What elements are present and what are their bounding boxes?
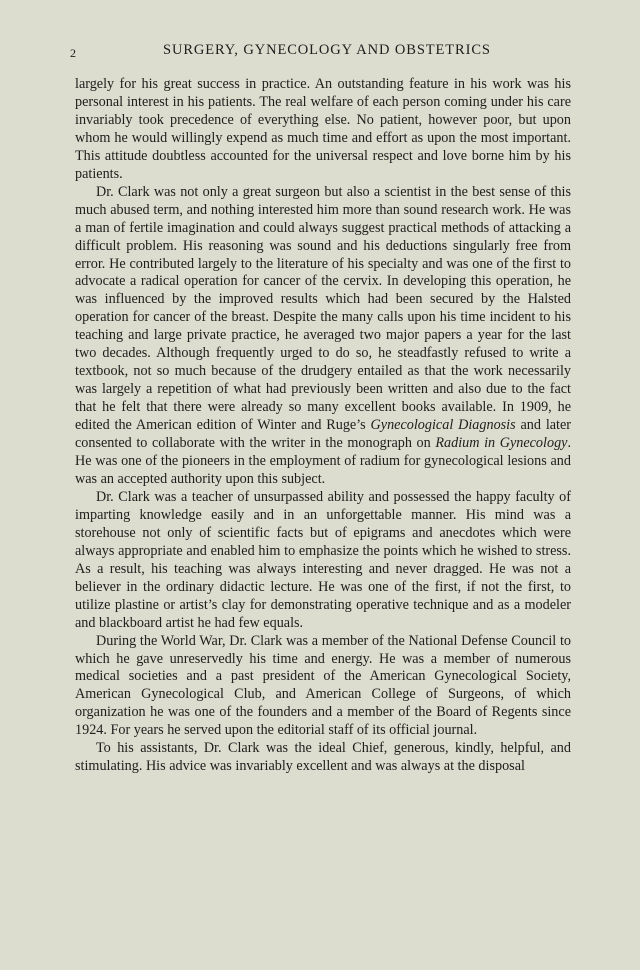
paragraph-text: and later consented to collaborate with the writer in the monograph on — [75, 417, 572, 452]
paragraph-research — [75, 184, 571, 489]
paragraph-teaching: Dr. Clark was a teacher of unsurpassed ability and possessed the happy faculty of imparting knowledge easily and in an unforgettable manner. His mind was a storehouse not only of scientific facts but of epigrams and anecdotes which were always appropriate and enabled him to emphasize the points which he wished to stress. As a result, his teaching was always interesting and never dragged. He was not a believer in the ordinary didactic lecture. He was one of the first, if not the first, to utilize plastine or artist’s clay for demonstrating operative technique and as a modeler and blackboard artist he had few equals. — [75, 488, 571, 631]
body-text — [75, 76, 571, 776]
paragraph-war-service: During the World War, Dr. Clark was a member of the National Defense Council to which he gave unreservedly his time and energy. He was a member of numerous medical societies and a past president of the American Gynecological Society, American Gynecological Club, and American College of Surgeons, of which organization he was one of the founders and a member of the Board of Regents since 1924. For years he served upon the editorial staff of its official journal. — [75, 632, 571, 739]
page-number: 2 — [70, 46, 76, 60]
page-header — [0, 42, 640, 62]
paragraph-continued: largely for his great success in practice. An outstanding feature in his work was his personal interest in his patients. The real welfare of each person coming under his care invariably took precedence of everything else. No patient, however poor, but upon whom he would willingly expend as much time and effort as upon the most important. This attitude doubtless accounted for the universal respect and love borne him by his patients. — [75, 76, 571, 182]
running-head: SURGERY, GYNECOLOGY AND OBSTETRICS — [163, 42, 491, 58]
paragraph-assistants: To his assistants, Dr. Clark was the ideal Chief, generous, kindly, helpful, and stimulating. His advice was invariably excellent and was always at the disposal — [75, 740, 571, 775]
paragraph-text: Dr. Clark was not only a great surgeon but also a scientist in the best sense of this much abused term, and nothing interested him more than sound research work. He was a man of fertile imagination and could always suggest practical methods of attacking a difficult problem. His reasoning was sound and his deductions singularly free from error. He contributed largely to the literature of his specialty and was one of the first to advocate a radical operation for cancer of the cervix. In developing this operation, he was influenced by the improved results which had been secured by the Halsted operation for cancer of the breast. Despite the many calls upon his time incident to his teaching and large private practice, he averaged two major papers a year for the last two decades. Although frequently urged to do so, he steadfastly refused to write a textbook, not so much because of the drudgery entailed as that the work necessarily was largely a repetition of what had previously been written and also due to the fact that he felt that there were already so many excellent books available. In 1909, he edited the American edition of Winter and Ruge’s — [75, 183, 571, 434]
book-title: Gynecological Diagnosis — [370, 417, 516, 434]
monograph-title: Radium in Gynecology — [435, 435, 568, 452]
paragraph-text: . He was one of the pioneers in the employment of radium for gynecological lesions and was an accepted authority upon this subject. — [75, 435, 572, 487]
